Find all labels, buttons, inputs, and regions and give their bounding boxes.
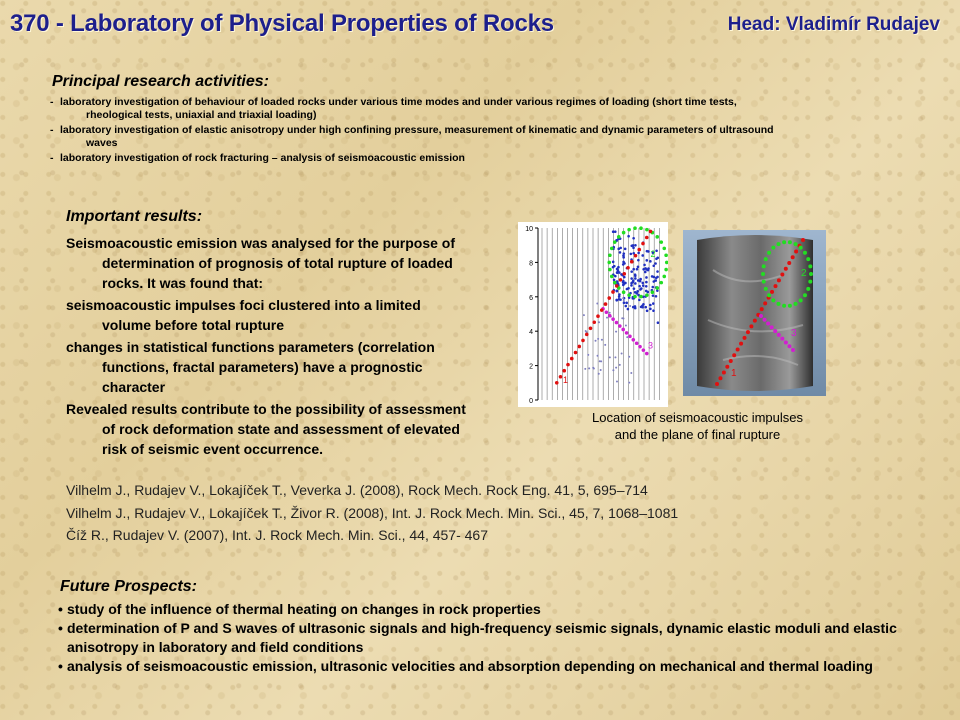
- data-point: [647, 269, 650, 272]
- cluster-boundary-point: [622, 290, 626, 294]
- cluster-label: 1: [563, 374, 569, 385]
- rupture-dot: [749, 324, 753, 328]
- cluster-point: [611, 317, 615, 321]
- data-point: [645, 259, 648, 262]
- rupture-dot: [739, 342, 743, 346]
- data-point: [652, 302, 655, 305]
- data-point: [622, 297, 624, 299]
- cluster-dot: [791, 348, 795, 352]
- data-point: [595, 340, 597, 342]
- data-point: [638, 299, 641, 302]
- data-point: [616, 290, 619, 293]
- data-point: [655, 257, 658, 260]
- data-point: [655, 295, 658, 298]
- cluster-dot: [762, 280, 766, 284]
- rupture-line-point: [604, 302, 608, 306]
- data-point: [622, 263, 625, 266]
- y-tick-label: 0: [529, 398, 533, 405]
- data-point: [640, 306, 643, 309]
- data-point: [612, 261, 615, 264]
- cluster-boundary-point: [662, 275, 666, 279]
- cluster-point: [615, 321, 619, 325]
- rupture-dot: [770, 290, 774, 294]
- cluster-point: [645, 352, 649, 356]
- data-point: [630, 270, 633, 273]
- data-point: [644, 271, 647, 274]
- data-point: [597, 355, 599, 357]
- activity-item: - laboratory investigation of elastic anisotropy under high confining pressure, measurement of kinematic and dynamic parameters of ultrasound waves: [50, 124, 774, 149]
- data-point: [598, 373, 600, 375]
- data-point: [645, 290, 648, 293]
- data-point: [637, 265, 640, 268]
- data-point: [657, 321, 660, 324]
- rupture-dot: [794, 250, 798, 254]
- rupture-dot: [715, 382, 719, 386]
- data-point: [585, 330, 587, 332]
- rupture-line-point: [637, 248, 641, 252]
- data-point: [598, 321, 600, 323]
- rupture-dot: [736, 347, 740, 351]
- data-point: [642, 284, 645, 287]
- cluster-boundary-point: [613, 281, 617, 285]
- rupture-dot: [780, 273, 784, 277]
- data-point: [627, 308, 630, 311]
- rupture-line-point: [562, 369, 566, 373]
- data-point: [632, 268, 635, 271]
- cluster-dot: [794, 302, 798, 306]
- cluster-point: [628, 335, 632, 339]
- data-point: [634, 282, 637, 285]
- cluster-point: [625, 331, 629, 335]
- data-point: [649, 260, 652, 263]
- cluster-point: [631, 338, 635, 342]
- cluster-point: [642, 348, 646, 352]
- cluster-dot: [767, 251, 771, 255]
- data-point: [634, 274, 637, 277]
- rupture-line-point: [585, 333, 589, 337]
- cluster-boundary-point: [627, 228, 631, 232]
- result-paragraph: Seismoacoustic emission was analysed for the purpose of determination of prognosis of total rupture of loaded rocks. It was found that:: [66, 235, 456, 291]
- data-point: [621, 352, 623, 354]
- data-point: [596, 302, 598, 304]
- rupture-dot: [753, 319, 757, 323]
- cluster-boundary-point: [659, 240, 663, 244]
- rupture-dot: [725, 365, 729, 369]
- cluster-point: [618, 324, 622, 328]
- cluster-dot: [788, 240, 792, 244]
- cluster-dot: [803, 251, 807, 255]
- cluster-dot: [761, 272, 765, 276]
- cluster-dot: [808, 264, 812, 268]
- data-point: [623, 252, 626, 255]
- data-point: [600, 369, 602, 371]
- data-point: [638, 285, 641, 288]
- data-point: [646, 250, 649, 253]
- rupture-dot: [784, 267, 788, 271]
- data-point: [597, 338, 599, 340]
- result-paragraph: Revealed results contribute to the possibility of assessment of rock deformation state and assessment of elevated risk of seismic event occurrence.: [66, 401, 466, 457]
- cluster-boundary-point: [608, 268, 612, 272]
- future-list: [58, 600, 898, 676]
- cluster-boundary-point: [655, 235, 659, 239]
- activities-list: [50, 96, 900, 167]
- cluster-boundary-point: [633, 226, 637, 230]
- cluster-dot: [780, 337, 784, 341]
- cluster-boundary-point: [639, 295, 643, 299]
- data-point: [604, 344, 606, 346]
- cluster-label: 3: [648, 340, 654, 351]
- data-point: [639, 278, 642, 281]
- y-tick-label: 2: [529, 363, 533, 371]
- rupture-dot: [722, 370, 726, 374]
- data-point: [645, 276, 648, 279]
- data-point: [645, 285, 648, 288]
- data-point: [618, 293, 621, 296]
- data-point: [606, 317, 608, 319]
- rupture-line-point: [630, 260, 634, 264]
- rupture-line-point: [649, 230, 653, 234]
- activity-item: - laboratory investigation of rock fracturing – analysis of seismoacoustic emission: [50, 152, 465, 164]
- data-point: [633, 287, 636, 290]
- data-point: [612, 266, 615, 269]
- data-point: [615, 331, 617, 333]
- rupture-line-point: [634, 254, 638, 258]
- data-point: [628, 382, 630, 384]
- y-tick-label: 8: [529, 260, 533, 268]
- data-point: [634, 291, 637, 294]
- data-point: [634, 305, 637, 308]
- data-point: [587, 354, 589, 356]
- cluster-dot: [799, 298, 803, 302]
- data-point: [632, 246, 635, 249]
- data-point: [630, 284, 633, 287]
- data-point: [655, 249, 658, 252]
- cluster-boundary-point: [645, 228, 649, 232]
- rupture-line-point: [574, 351, 578, 355]
- rupture-dot: [801, 238, 805, 242]
- cluster-dot: [770, 325, 774, 329]
- photo-label: 2: [801, 268, 807, 279]
- cluster-boundary-point: [664, 268, 668, 272]
- rupture-dot: [732, 353, 736, 357]
- page-title: 370 - Laboratory of Physical Properties of Rocks: [10, 10, 554, 37]
- data-point: [624, 248, 627, 251]
- y-tick-label: 4: [529, 329, 533, 337]
- figure-caption: [555, 409, 840, 443]
- cluster-dot: [776, 242, 780, 246]
- cluster-dot: [782, 304, 786, 308]
- data-point: [630, 372, 632, 374]
- data-point: [616, 268, 619, 271]
- data-point: [630, 282, 633, 285]
- data-point: [649, 304, 652, 307]
- future-item: • analysis of seismoacoustic emission, ultrasonic velocities and absorption depending on mechanical and thermal loading: [58, 658, 873, 674]
- activity-item: - laboratory investigation of behaviour of loaded rocks under various time modes and under various regimes of loading (short time tests, rheological tests, uniaxial and triaxial loading): [50, 96, 737, 121]
- data-point: [637, 252, 640, 255]
- reference: Číž R., Rudajev V. (2007), Int. J. Rock Mech. Min. Sci., 44, 457- 467: [66, 527, 489, 543]
- references-list: [66, 479, 678, 547]
- rupture-line-point: [592, 320, 596, 324]
- rupture-line-point: [611, 290, 615, 294]
- photo-label: 1: [731, 368, 737, 379]
- rupture-line-point: [626, 266, 630, 270]
- data-point: [652, 264, 655, 267]
- data-point: [613, 279, 616, 282]
- data-point: [642, 268, 645, 271]
- data-point: [628, 356, 630, 358]
- data-point: [634, 244, 637, 247]
- data-point: [655, 277, 658, 280]
- rupture-line-point: [596, 314, 600, 318]
- rupture-dot: [763, 301, 767, 305]
- data-point: [623, 301, 626, 304]
- rupture-line-point: [570, 357, 574, 361]
- cluster-dot: [788, 304, 792, 308]
- data-point: [614, 356, 616, 358]
- rupture-dot: [791, 255, 795, 259]
- data-point: [583, 314, 585, 316]
- data-point: [619, 251, 622, 254]
- rupture-line-point: [619, 278, 623, 282]
- data-point: [618, 271, 621, 274]
- cluster-dot: [762, 264, 766, 268]
- data-point: [634, 277, 637, 280]
- data-point: [614, 275, 617, 278]
- data-point: [629, 305, 631, 307]
- y-tick-label: 10: [525, 226, 533, 233]
- data-point: [618, 298, 621, 301]
- data-point: [616, 271, 619, 274]
- rock-sample-photo: [683, 230, 826, 396]
- rupture-dot: [746, 330, 750, 334]
- future-item: • study of the influence of thermal heating on changes in rock properties: [58, 601, 541, 617]
- cluster-boundary-point: [655, 286, 659, 290]
- cluster-dot: [766, 322, 770, 326]
- cluster-dot: [764, 257, 768, 261]
- data-point: [619, 364, 621, 366]
- results-heading: Important results:: [66, 208, 203, 225]
- cluster-dot: [803, 293, 807, 297]
- photo-label: 3: [791, 328, 797, 339]
- rupture-dot: [743, 336, 747, 340]
- cluster-boundary-point: [627, 293, 631, 297]
- data-point: [615, 299, 618, 302]
- data-point: [651, 275, 654, 278]
- result-paragraph: changes in statistical functions parameters (correlation functions, fractal parameters) have a prognostic character: [66, 339, 435, 395]
- data-point: [630, 277, 633, 280]
- cluster-boundary-point: [651, 290, 655, 294]
- data-point: [623, 276, 626, 279]
- cluster-dot: [764, 287, 768, 291]
- cluster-dot: [782, 240, 786, 244]
- data-point: [626, 288, 629, 291]
- future-item: • determination of P and S waves of ultrasonic signals and high-frequency seismic signals, dynamic elastic moduli and elastic anisotropy in laboratory and field conditions: [58, 620, 897, 655]
- cluster-boundary-point: [610, 247, 614, 251]
- data-point: [584, 368, 586, 370]
- data-point: [652, 309, 655, 312]
- data-point: [612, 230, 615, 233]
- cluster-dot: [767, 293, 771, 297]
- rupture-line-point: [581, 339, 585, 343]
- data-point: [627, 235, 630, 238]
- data-point: [640, 287, 643, 290]
- cluster-boundary-point: [617, 235, 621, 239]
- data-point: [609, 312, 611, 314]
- cluster-dot: [771, 246, 775, 250]
- data-point: [654, 279, 657, 282]
- rupture-line-point: [607, 296, 611, 300]
- cluster-label: 2: [650, 249, 656, 260]
- data-point: [626, 336, 628, 338]
- rupture-line-point: [559, 375, 563, 379]
- data-point: [619, 247, 622, 250]
- emission-chart: [518, 222, 668, 407]
- cluster-point: [608, 314, 612, 318]
- data-point: [652, 294, 655, 297]
- data-point: [623, 318, 625, 320]
- data-point: [641, 282, 644, 285]
- cluster-point: [635, 341, 639, 345]
- rupture-line-point: [645, 236, 649, 240]
- data-point: [637, 259, 640, 262]
- cluster-dot: [759, 314, 763, 318]
- cluster-dot: [809, 272, 813, 276]
- rupture-dot: [773, 284, 777, 288]
- y-tick-label: 6: [529, 294, 533, 302]
- rupture-line-point: [600, 308, 604, 312]
- cluster-boundary-point: [608, 253, 612, 257]
- cluster-dot: [806, 287, 810, 291]
- cluster-dot: [806, 257, 810, 261]
- data-point: [625, 325, 627, 327]
- data-point: [593, 367, 595, 369]
- caption-line: and the plane of final rupture: [614, 427, 781, 442]
- rupture-dot: [718, 376, 722, 380]
- cluster-dot: [763, 318, 767, 322]
- cluster-dot: [799, 246, 803, 250]
- cluster-dot: [808, 280, 812, 284]
- data-point: [644, 306, 647, 309]
- rupture-line-point: [555, 381, 559, 385]
- data-point: [645, 281, 648, 284]
- cluster-boundary-point: [607, 261, 611, 265]
- data-point: [624, 305, 627, 308]
- data-point: [641, 254, 644, 257]
- cluster-dot: [771, 298, 775, 302]
- cluster-point: [621, 328, 625, 332]
- data-point: [601, 339, 603, 341]
- result-paragraph: seismoacoustic impulses foci clustered into a limited volume before total rupture: [66, 297, 421, 333]
- cluster-boundary-point: [659, 281, 663, 285]
- cluster-dot: [777, 333, 781, 337]
- rupture-line-point: [641, 242, 645, 246]
- reference: Vilhelm J., Rudajev V., Lokajíček T., Veverka J. (2008), Rock Mech. Rock Eng. 41, 5, 695–714: [66, 482, 648, 498]
- data-point: [651, 286, 654, 289]
- data-point: [623, 300, 625, 302]
- data-point: [654, 262, 657, 265]
- data-point: [643, 264, 646, 267]
- data-point: [588, 367, 590, 369]
- head-name: Head: Vladimír Rudajev: [727, 14, 940, 35]
- cluster-boundary-point: [645, 293, 649, 297]
- data-point: [649, 308, 652, 311]
- cluster-boundary-point: [664, 253, 668, 257]
- cluster-boundary-point: [610, 275, 614, 279]
- data-point: [632, 237, 635, 240]
- cluster-dot: [773, 329, 777, 333]
- data-point: [612, 369, 614, 371]
- rupture-dot: [777, 278, 781, 282]
- data-point: [642, 303, 645, 306]
- cluster-point: [605, 310, 609, 314]
- future-heading: Future Prospects:: [60, 578, 197, 595]
- cluster-dot: [787, 344, 791, 348]
- results-text: [66, 233, 466, 461]
- data-point: [646, 309, 649, 312]
- reference: Vilhelm J., Rudajev V., Lokajíček T., Živor R. (2008), Int. J. Rock Mech. Min. Sci., 45, 7, 1068–1081: [66, 504, 679, 521]
- data-point: [630, 253, 633, 256]
- data-point: [625, 302, 628, 305]
- cluster-point: [638, 345, 642, 349]
- cluster-boundary-point: [665, 261, 668, 265]
- cluster-dot: [776, 302, 780, 306]
- cluster-boundary-point: [639, 226, 643, 230]
- rupture-dot: [787, 261, 791, 265]
- cluster-boundary-point: [613, 240, 617, 244]
- data-point: [599, 360, 601, 362]
- data-point: [630, 244, 633, 247]
- data-point: [636, 268, 639, 271]
- rupture-line-point: [615, 284, 619, 288]
- data-point: [609, 356, 611, 358]
- data-point: [616, 381, 618, 383]
- data-point: [656, 270, 659, 273]
- cluster-boundary-point: [633, 295, 637, 299]
- cluster-dot: [784, 340, 788, 344]
- caption-line: Location of seismoacoustic impulses: [592, 410, 803, 425]
- cluster-boundary-point: [622, 231, 626, 235]
- rupture-dot: [729, 359, 733, 363]
- rupture-dot: [760, 307, 764, 311]
- data-point: [615, 367, 617, 369]
- rupture-line-point: [566, 363, 570, 367]
- rupture-line-point: [577, 345, 581, 349]
- rupture-line-point: [589, 327, 593, 331]
- cluster-dot: [794, 242, 798, 246]
- data-point: [623, 282, 626, 285]
- activities-heading: Principal research activities:: [52, 73, 269, 90]
- cluster-boundary-point: [662, 247, 666, 251]
- rupture-line-point: [622, 272, 626, 276]
